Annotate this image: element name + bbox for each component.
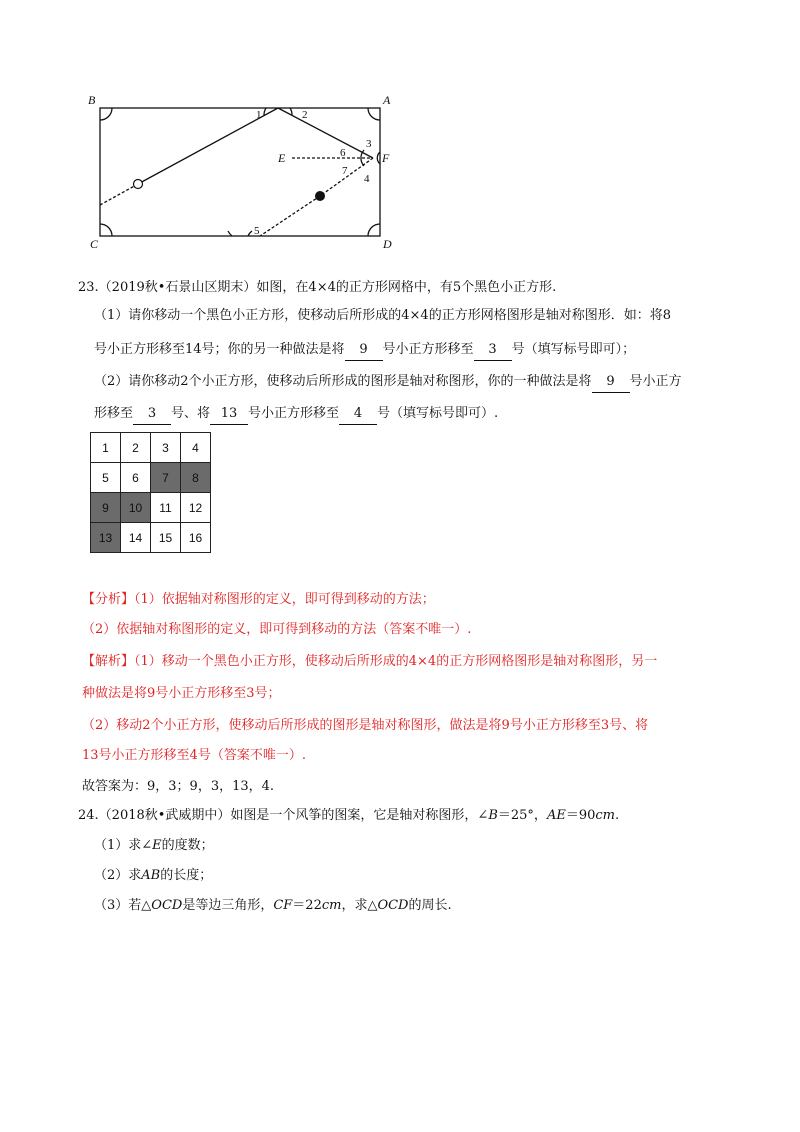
grid-cell: 5 (91, 463, 121, 493)
label-C: C (90, 237, 99, 251)
analysis-line-1: 【分析】（1）依据轴对称图形的定义，即可得到移动的方法； (82, 592, 435, 607)
angle-5: 5 (254, 225, 260, 237)
grid-cell: 11 (151, 493, 181, 523)
grid-row (91, 493, 211, 523)
grid-cell: 13 (91, 523, 121, 553)
grid-cell: 15 (151, 523, 181, 553)
grid-cell: 3 (151, 433, 181, 463)
angle-3: 3 (366, 138, 372, 150)
grid-cell: 12 (181, 493, 211, 523)
grid-cell: 7 (151, 463, 181, 493)
start-ball (134, 180, 143, 189)
end-ball (315, 191, 325, 201)
q23-heading: 23.（2019秋•石景山区期末）如图，在4×4的正方形网格中，有5个黑色小正方形. (78, 280, 557, 295)
answer-blank-5: 13 (210, 404, 248, 425)
answer-blank-4: 3 (133, 404, 171, 425)
q23-part2-line2: 形移至 3 号、将 13 号小正方形移至 4 号（填写标号即可）. (94, 404, 498, 425)
answer-blank-2: 3 (474, 340, 512, 361)
grid-cell: 8 (181, 463, 211, 493)
angle-2: 2 (302, 109, 308, 121)
table-rectangle (100, 108, 380, 236)
grid-cell: 4 (181, 433, 211, 463)
angle-6: 6 (340, 147, 346, 159)
q23-part1-line1: （1）请你移动一个黑色小正方形，使移动后所形成的4×4的正方形网格图形是轴对称图形．如：将8 (94, 308, 671, 323)
q24-part3: （3）若△OCD是等边三角形，CF＝22cm，求△OCD的周长. (94, 898, 452, 913)
grid-cell: 6 (121, 463, 151, 493)
label-D: D (383, 237, 392, 251)
analysis-line-2: （2）依据轴对称图形的定义，即可得到移动的方法（答案不唯一）. (82, 622, 472, 637)
solution-line-2: 种做法是将9号小正方形移至3号； (82, 686, 281, 701)
label-F: F (382, 151, 390, 165)
solution-line-4: 13号小正方形移至4号（答案不唯一）. (82, 748, 306, 763)
answer-blank-6: 4 (339, 404, 377, 425)
angle-4: 4 (364, 173, 370, 185)
label-E: E (278, 151, 286, 165)
grid-row (91, 463, 211, 493)
q24-heading: 24.（2018秋•武威期中）如图是一个风筝的图案，它是轴对称图形，∠B＝25°，AE＝90cm. (78, 808, 620, 823)
solution-line-3: （2）移动2个小正方形，使移动后所形成的图形是轴对称图形，做法是将9号小正方形移至3号、将 (82, 718, 649, 733)
grid-cell: 2 (121, 433, 151, 463)
angle-1: 1 (256, 109, 262, 121)
q24-part1: （1）求∠E的度数； (94, 838, 214, 853)
billiard-figure (80, 88, 410, 253)
q23-part1-line2: 号小正方形移至14号；你的另一种做法是将 9 号小正方形移至 3 号（填写标号即可）； (94, 340, 635, 361)
grid-cell: 10 (121, 493, 151, 523)
grid-cell: 1 (91, 433, 121, 463)
number-grid (90, 432, 211, 553)
grid-row (91, 523, 211, 553)
path-line-5 (100, 184, 138, 205)
grid-cell: 14 (121, 523, 151, 553)
grid-row (91, 433, 211, 463)
label-A: A (383, 93, 391, 107)
path-line-2 (278, 108, 373, 158)
angle-7: 7 (342, 165, 348, 177)
grid-cell: 9 (91, 493, 121, 523)
label-B: B (88, 93, 96, 107)
path-line-4 (260, 196, 320, 236)
answer-blank-3: 9 (592, 372, 630, 393)
grid-cell: 16 (181, 523, 211, 553)
answer-blank-1: 9 (345, 340, 383, 361)
q23-part2-line1: （2）请你移动2个小正方形，使移动后所形成的图形是轴对称图形，你的一种做法是将 9 号小正方 (94, 372, 682, 393)
q24-part2: （2）求AB的长度； (94, 868, 213, 883)
answer-summary: 故答案为：9，3；9，3，13，4. (82, 779, 275, 794)
solution-line-1: 【解析】（1）移动一个黑色小正方形，使移动后所形成的4×4的正方形网格图形是轴对称图形，另一 (82, 654, 658, 669)
